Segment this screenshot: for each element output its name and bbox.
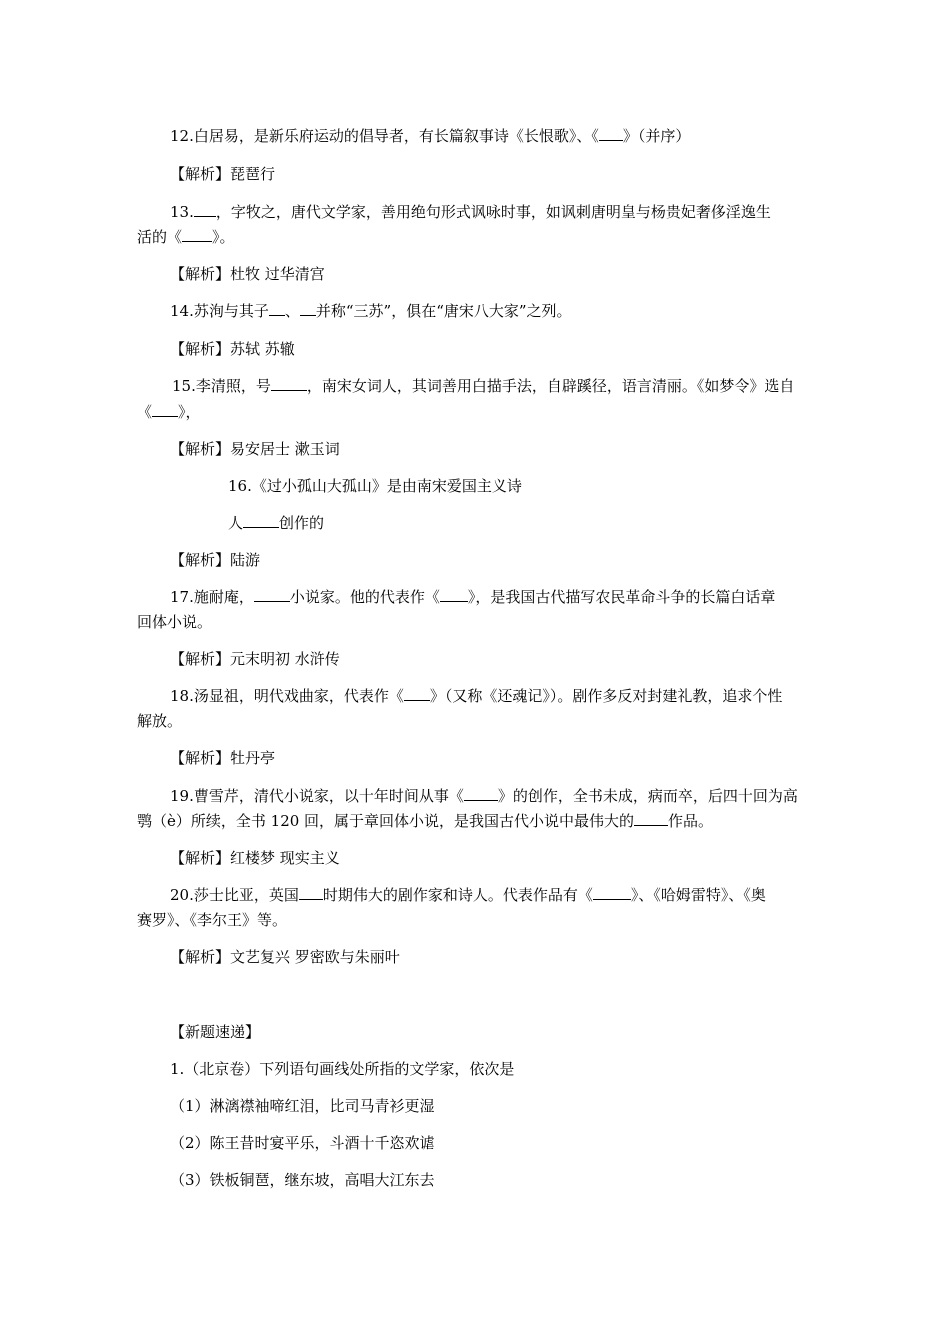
answer-16: 【解析】陆游 [170,551,261,569]
question-14 [170,299,572,323]
blank [593,885,631,900]
q19-text2: 》的创作，全书未成，病而卒，后四十回为高 [497,787,798,805]
blank [269,301,285,316]
q20-text: 20.莎士比亚，英国 [170,886,299,904]
blank [440,587,468,602]
q14-text: 14.苏洵与其子 [170,302,269,320]
answer-14: 【解析】苏轼 苏辙 [170,340,295,358]
answer-20: 【解析】文艺复兴 罗密欧与朱丽叶 [170,948,400,966]
blank [243,513,279,528]
q15-text2: ，南宋女词人，其词善用白描手法，自辟蹊径，语言清丽。《如梦令》选自 [306,377,795,395]
question-15-line2 [137,400,201,424]
blank [300,301,316,316]
q15-text4: 》， [178,403,201,421]
q16-text2: 人 [228,514,244,532]
q14-sep: 、 [284,302,300,320]
blank [182,227,212,242]
answer-12: 【解析】琵琶行 [170,165,276,183]
new-question-1: 1.（北京卷）下列语句画线处所指的文学家，依次是 [170,1060,515,1078]
question-18-line1 [170,684,782,708]
blank [271,376,307,391]
q15-text3: 《 [137,403,153,421]
q19-text3: 鹗（è）所续，全书 120 回，属于章回体小说，是我国古代小说中最伟大的 [137,812,635,830]
new-question-1-item-2: （2）陈王昔时宴平乐，斗酒十千恣欢谑 [170,1134,435,1152]
blank [404,686,430,701]
blank [599,126,623,141]
answer-18: 【解析】牡丹亭 [170,749,276,767]
new-question-1-item-1: （1）淋漓襟袖啼红泪，比司马青衫更湿 [170,1097,435,1115]
question-16-line1: 16.《过小孤山大孤山》是由南宋爱国主义诗 [228,477,522,495]
q13-text: ，字牧之，唐代文学家，善用绝句形式讽咏时事，如讽刺唐明皇与杨贵妃奢侈淫逸生 [215,203,771,221]
question-13-line1 [170,200,771,224]
blank [464,786,498,801]
q17-text2: 小说家。他的代表作《 [289,588,440,606]
q19-text: 19.曹雪芹，清代小说家，以十年时间从事《 [170,787,464,805]
question-13-line2 [137,225,235,249]
blank [194,202,216,217]
question-19-line2 [137,809,713,833]
q15-text: 15.李清照，号 [172,377,271,395]
question-12 [170,124,690,148]
question-15-line1 [172,374,794,398]
answer-13: 【解析】杜牧 过华清宫 [170,265,325,283]
answer-15: 【解析】易安居士 漱玉词 [170,440,340,458]
answer-19: 【解析】红楼梦 现实主义 [170,849,340,867]
q20-text3: 》、《哈姆雷特》、《奥 [630,886,766,904]
q13-text2: 活的《 [137,228,183,246]
q20-text2: 时期伟大的剧作家和诗人。代表作品有《 [322,886,593,904]
blank [254,587,290,602]
blank [152,402,178,417]
question-20-line2: 赛罗》、《李尔王》等。 [137,911,288,929]
q13-num: 13. [170,203,194,221]
q17-text3: 》，是我国古代描写农民革命斗争的长篇白话章 [467,588,776,606]
q12-text: 12.白居易，是新乐府运动的倡导者，有长篇叙事诗《长恨歌》、《 [170,127,599,145]
q16-text3: 创作的 [279,514,325,532]
q13-text3: 》。 [212,228,235,246]
q17-text: 17.施耐庵， [170,588,254,606]
question-17-line2: 回体小说。 [137,613,213,631]
q19-text4: 作品。 [668,812,714,830]
answer-17: 【解析】元末明初 水浒传 [170,650,340,668]
blank [299,885,323,900]
q12-text-end: 》（并序） [622,127,691,145]
blank [634,811,668,826]
q18-text2: 》（又称《还魂记》）。剧作多反对封建礼教，追求个性 [429,687,783,705]
question-19-line1 [170,784,798,808]
question-16-line2 [228,511,324,535]
q18-text: 18.汤显祖，明代戏曲家，代表作《 [170,687,404,705]
question-17-line1 [170,585,775,609]
section-heading-new-questions: 【新题速递】 [170,1023,261,1041]
question-18-line2: 解放。 [137,712,183,730]
q14-text2: 并称“三苏”，俱在“唐宋八大家”之列。 [315,302,572,320]
question-20-line1 [170,883,766,907]
new-question-1-item-3: （3）铁板铜琶，继东坡，高唱大江东去 [170,1171,435,1189]
